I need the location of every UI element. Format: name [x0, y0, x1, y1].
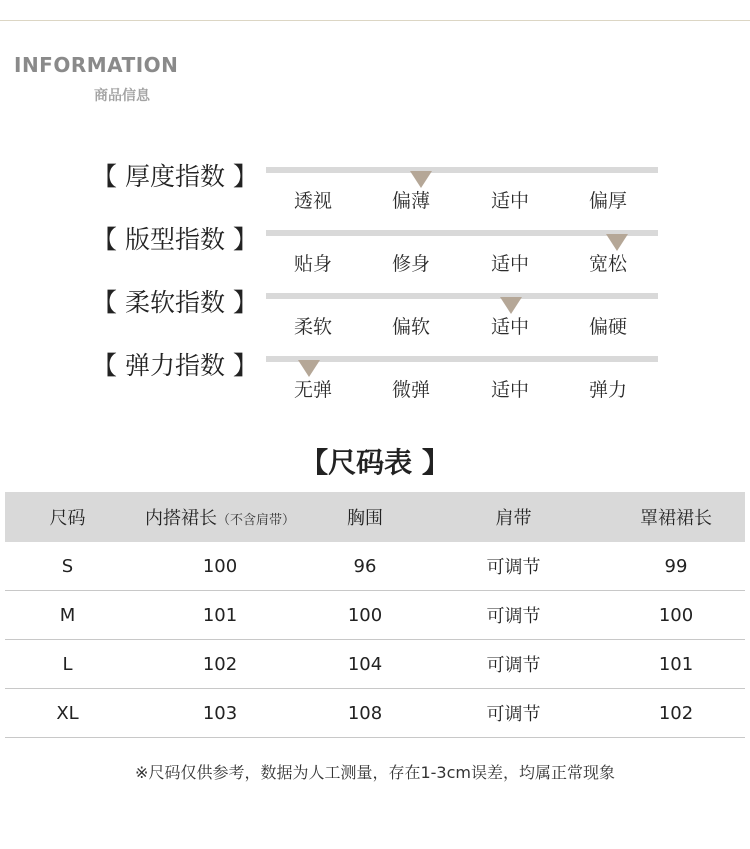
- col-header-inner-length-note: （不含肩带）: [216, 513, 295, 528]
- table-cell: 102: [607, 689, 745, 738]
- col-header-strap: 肩带: [420, 492, 607, 542]
- info-subtitle: 商品信息: [94, 88, 150, 104]
- table-row: [5, 689, 745, 738]
- table-cell: 99: [607, 542, 745, 591]
- table-cell: 103: [130, 689, 310, 738]
- table-cell: 100: [310, 591, 420, 640]
- col-header-inner-length: [130, 492, 310, 542]
- index-row: [0, 283, 750, 347]
- index-bar: [266, 293, 658, 299]
- size-table-body: [5, 542, 745, 738]
- table-cell: 可调节: [420, 689, 607, 738]
- index-option: 适中: [491, 379, 530, 401]
- table-cell: XL: [5, 689, 130, 738]
- index-label: 【 厚度指数 】: [92, 162, 258, 191]
- index-option: 微弹: [392, 379, 431, 401]
- table-cell: 102: [130, 640, 310, 689]
- table-cell: 100: [607, 591, 745, 640]
- table-cell: 100: [130, 542, 310, 591]
- size-table-title: 【尺码表 】: [300, 446, 450, 479]
- index-option: 贴身: [294, 253, 333, 275]
- index-label: 【 弹力指数 】: [92, 351, 258, 380]
- table-row: [5, 542, 745, 591]
- index-option: 适中: [491, 190, 530, 212]
- measurement-note: ※尺码仅供参考，数据为人工测量，存在1-3cm误差，均属正常现象: [135, 763, 615, 782]
- index-option: 偏软: [392, 316, 431, 338]
- index-label: 【 柔软指数 】: [92, 288, 258, 317]
- table-cell: L: [5, 640, 130, 689]
- index-option: 柔软: [294, 316, 333, 338]
- index-option: 无弹: [294, 379, 333, 401]
- index-label: 【 版型指数 】: [92, 225, 258, 254]
- table-cell: 101: [607, 640, 745, 689]
- col-header-outer-length: 罩裙裙长: [607, 492, 745, 542]
- index-option: 适中: [491, 253, 530, 275]
- index-option: 弹力: [589, 379, 628, 401]
- index-bar: [266, 167, 658, 173]
- index-option: 适中: [491, 316, 530, 338]
- index-row: [0, 157, 750, 221]
- col-header-inner-length-label: 内搭裙长: [144, 508, 217, 529]
- size-table: [5, 492, 745, 738]
- table-cell: 可调节: [420, 591, 607, 640]
- table-cell: 104: [310, 640, 420, 689]
- top-divider: [0, 20, 750, 21]
- index-option: 偏薄: [392, 190, 431, 212]
- index-row: [0, 346, 750, 410]
- index-option: 宽松: [589, 253, 628, 275]
- index-option: 透视: [294, 190, 333, 212]
- index-option: 修身: [392, 253, 431, 275]
- table-row: [5, 640, 745, 689]
- index-bar: [266, 230, 658, 236]
- info-title: INFORMATION: [14, 53, 179, 77]
- table-cell: 可调节: [420, 542, 607, 591]
- table-cell: M: [5, 591, 130, 640]
- table-cell: 108: [310, 689, 420, 738]
- col-header-size: 尺码: [5, 492, 130, 542]
- index-bar: [266, 356, 658, 362]
- col-header-bust: 胸围: [310, 492, 420, 542]
- table-cell: S: [5, 542, 130, 591]
- index-option: 偏厚: [589, 190, 628, 212]
- table-cell: 101: [130, 591, 310, 640]
- index-row: [0, 220, 750, 284]
- table-row: [5, 591, 745, 640]
- size-table-header-row: [5, 492, 745, 542]
- table-cell: 96: [310, 542, 420, 591]
- table-cell: 可调节: [420, 640, 607, 689]
- index-option: 偏硬: [589, 316, 628, 338]
